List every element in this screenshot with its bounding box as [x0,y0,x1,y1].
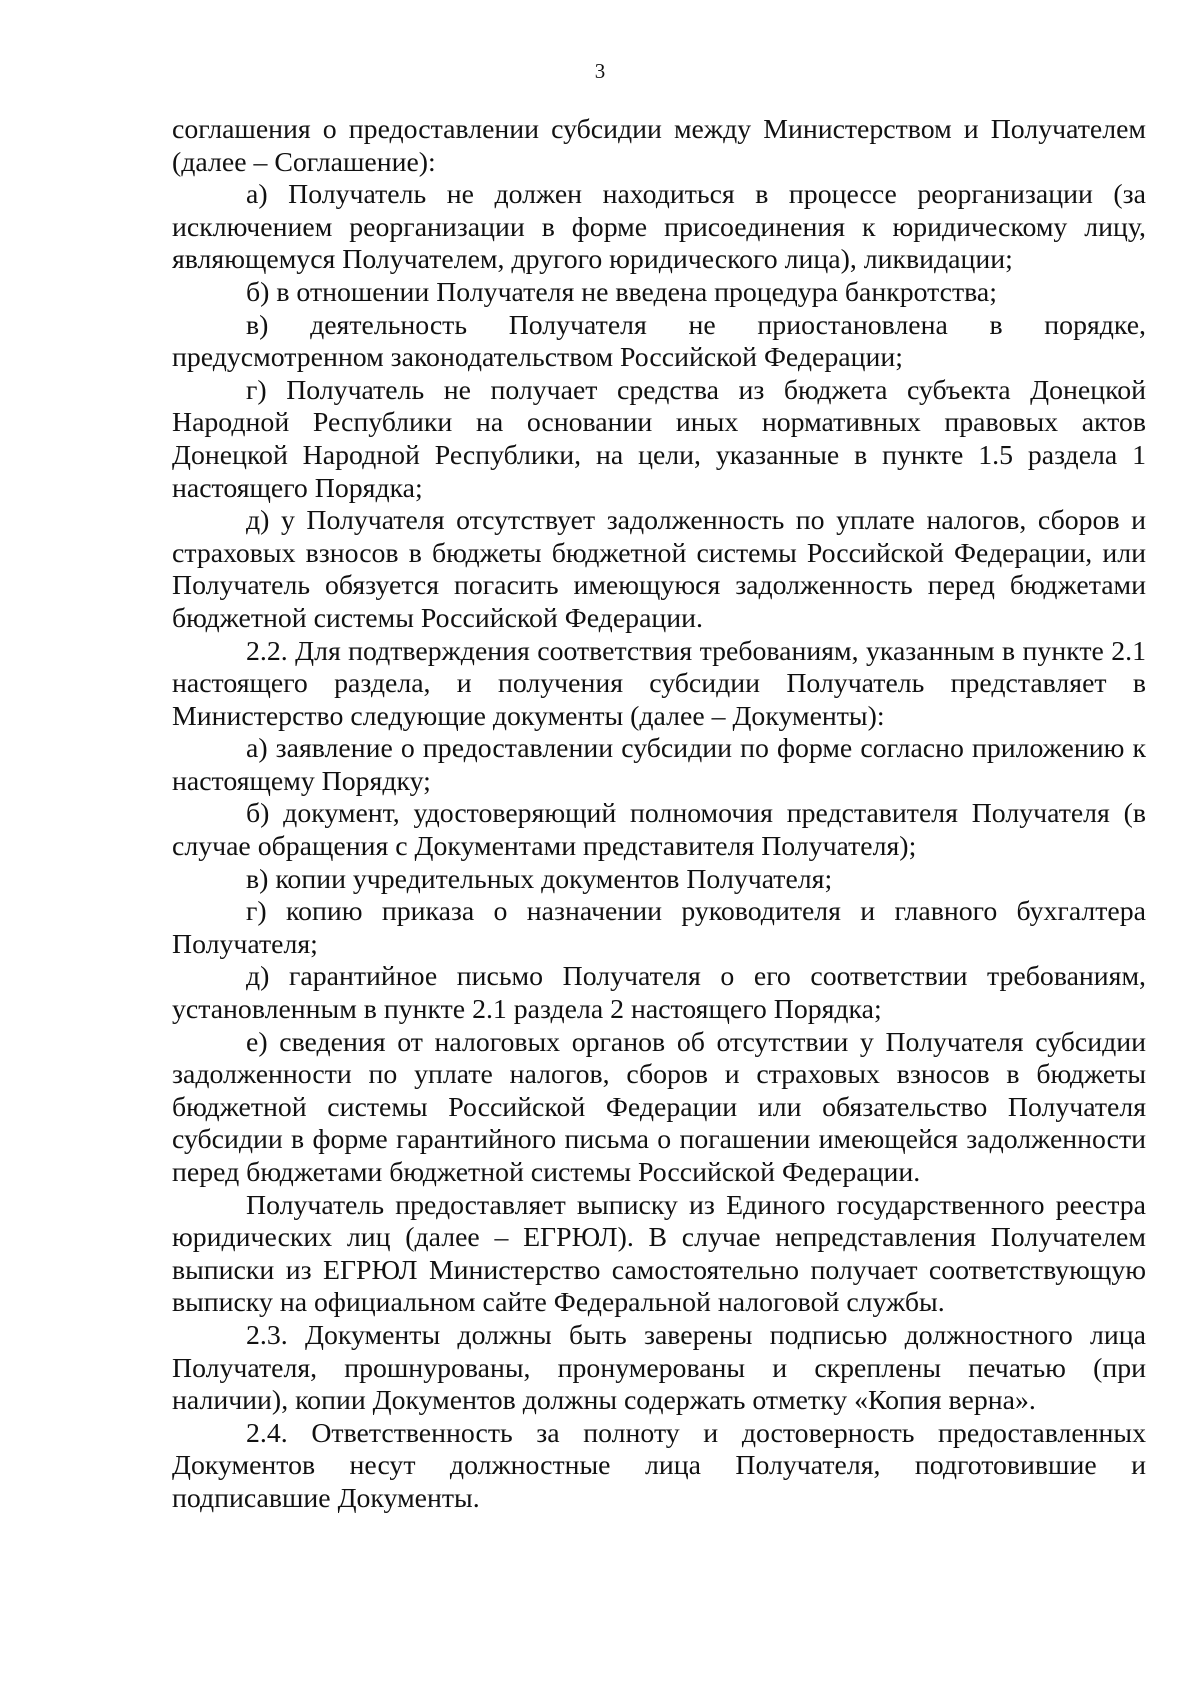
paragraph-agreement-continuation: соглашения о предоставлении субсидии между Министерством и Получателем (далее – Соглашение): [172,114,1146,178]
paragraph-egrul-extract: Получатель предоставляет выписку из Единого государственного реестра юридических лиц (далее – ЕГРЮЛ). В случае непредставления Получателем выписки из ЕГРЮЛ Министерство самостоятельно получает соответствующую выписку на официальном сайте Федеральной налоговой службы. [172,1189,1146,1319]
paragraph-section-2-4: 2.4. Ответственность за полноту и достоверность предоставленных Документов несут должностные лица Получателя, подготовившие и подписавшие Документы. [172,1417,1146,1514]
document-body [172,114,1146,1516]
paragraph-doc-e-tax-info: е) сведения от налоговых органов об отсутствии у Получателя субсидии задолженности по уплате налогов, сборов и страховых взносов в бюджеты бюджетной системы Российской Федерации или обязательство Получателя субсидии в форме гарантийного письма о погашении имеющейся задолженности перед бюджетами бюджетной системы Российской Федерации. [172,1026,1146,1188]
paragraph-item-v-activity: в) деятельность Получателя не приостановлена в порядке, предусмотренном законодательством Российской Федерации; [172,309,1146,374]
paragraph-item-b-bankruptcy: б) в отношении Получателя не введена процедура банкротства; [246,276,997,308]
paragraph-doc-d-guarantee: д) гарантийное письмо Получателя о его соответствии требованиям, установленным в пункте 2.1 раздела 2 настоящего Порядка; [172,961,1146,1026]
paragraph-doc-b-authority: б) документ, удостоверяющий полномочия представителя Получателя (в случае обращения с Документами представителя Получателя); [172,798,1146,863]
paragraph-section-2-2: 2.2. Для подтверждения соответствия требованиям, указанным в пункте 2.1 настоящего раздела, и получения субсидии Получатель представляет в Министерство следующие документы (далее – Документы): [172,635,1146,732]
paragraph-item-d-tax-debt: д) у Получателя отсутствует задолженность по уплате налогов, сборов и страховых взносов в бюджеты бюджетной системы Российской Федерации, или Получатель обязуется погасить имеющуюся задолженность перед бюджетами бюджетной системы Российской Федерации. [172,505,1146,634]
paragraph-doc-v-charter: в) копии учредительных документов Получателя; [246,863,833,895]
paragraph-item-g-budget-funds: г) Получатель не получает средства из бюджета субъекта Донецкой Народной Республики на основании иных нормативных правовых актов Донецкой Народной Республики, на цели, указанные в пункте 1.5 раздела 1 настоящего Порядка; [172,374,1146,504]
paragraph-doc-g-order: г) копию приказа о назначении руководителя и главного бухгалтера Получателя; [172,896,1146,960]
page-number: 3 [594,59,606,83]
paragraph-item-a-reorganization: а) Получатель не должен находиться в процессе реорганизации (за исключением реорганизации в форме присоединения к юридическому лицу, являющемуся Получателем, другого юридического лица), ликвидации; [172,179,1146,276]
paragraph-section-2-3: 2.3. Документы должны быть заверены подписью должностного лица Получателя, прошнурованы, пронумерованы и скреплены печатью (при наличии), копии Документов должны содержать отметку «Копия верна». [172,1319,1146,1417]
paragraph-doc-a-application: а) заявление о предоставлении субсидии по форме согласно приложению к настоящему Порядку; [172,733,1146,797]
